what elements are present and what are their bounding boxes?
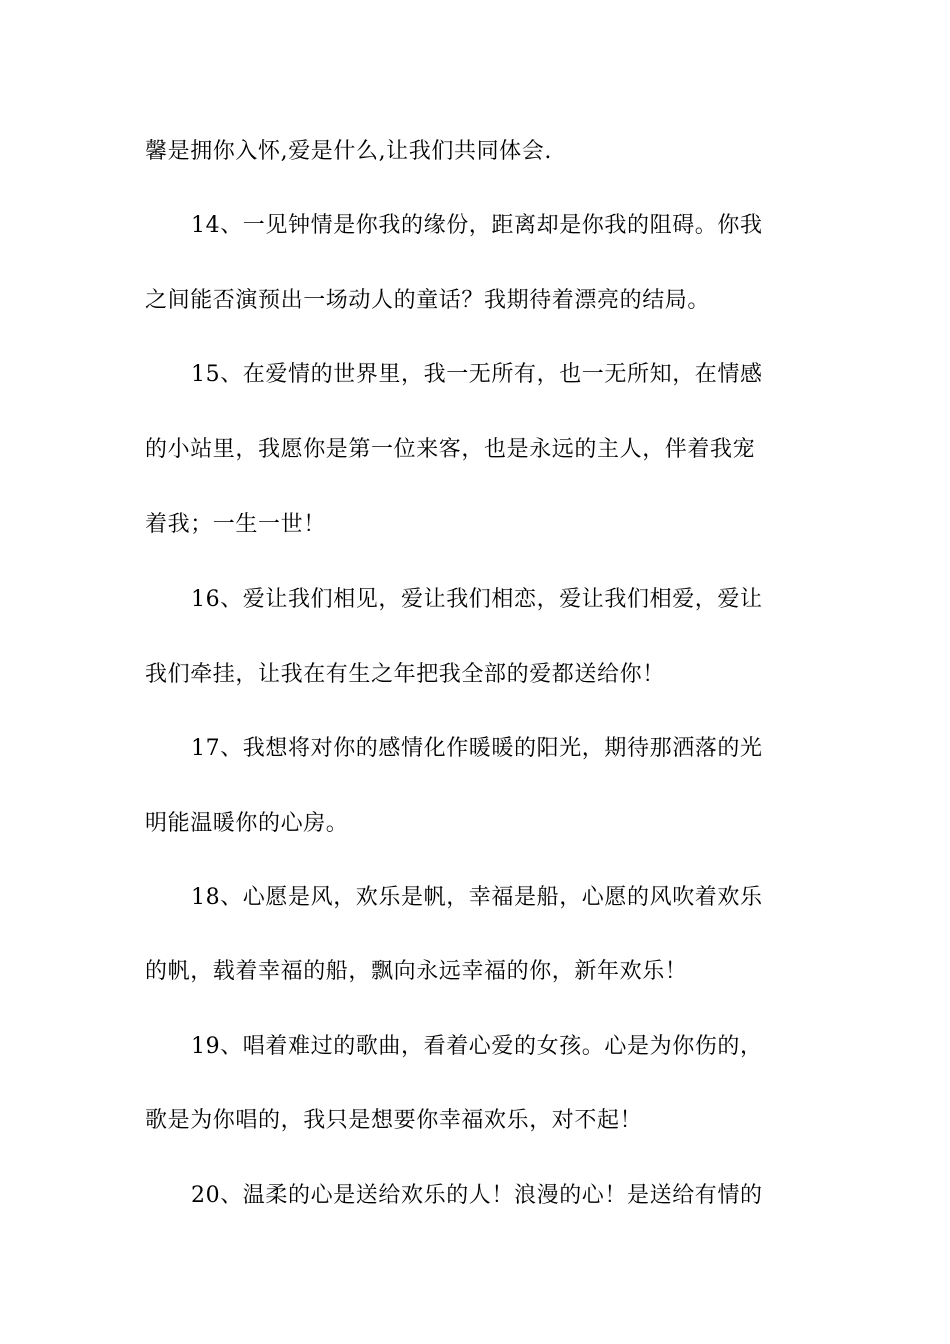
text-line: 馨是拥你入怀,爱是什么,让我们共同体会. bbox=[145, 139, 552, 164]
text-line: 歌是为你唱的，我只是想要你幸福欢乐，对不起！ bbox=[145, 1108, 643, 1133]
text-line: 19、唱着难过的歌曲，看着心爱的女孩。心是为你伤的， bbox=[191, 1034, 763, 1059]
text-line: 我们牵挂，让我在有生之年把我全部的爱都送给你！ bbox=[145, 662, 665, 687]
text-line: 着我；一生一世！ bbox=[145, 512, 326, 537]
text-line: 的小站里，我愿你是第一位来客，也是永远的主人，伴着我宠 bbox=[145, 437, 756, 462]
text-line: 的帆，载着幸福的船，飘向永远幸福的你，新年欢乐！ bbox=[145, 959, 688, 984]
text-line: 20、温柔的心是送给欢乐的人！浪漫的心！是送给有情的 bbox=[191, 1183, 763, 1208]
text-line: 14、一见钟情是你我的缘份，距离却是你我的阻碍。你我 bbox=[191, 213, 763, 238]
text-line: 18、心愿是风，欢乐是帆，幸福是船，心愿的风吹着欢乐 bbox=[191, 885, 763, 910]
text-line: 15、在爱情的世界里，我一无所有，也一无所知，在情感 bbox=[191, 362, 763, 387]
text-line: 之间能否演预出一场动人的童话？我期待着漂亮的结局。 bbox=[145, 288, 711, 313]
text-line: 16、爱让我们相见，爱让我们相恋，爱让我们相爱，爱让 bbox=[191, 587, 763, 612]
text-line: 17、我想将对你的感情化作暖暖的阳光，期待那洒落的光 bbox=[191, 736, 763, 761]
text-line: 明能温暖你的心房。 bbox=[145, 811, 349, 836]
